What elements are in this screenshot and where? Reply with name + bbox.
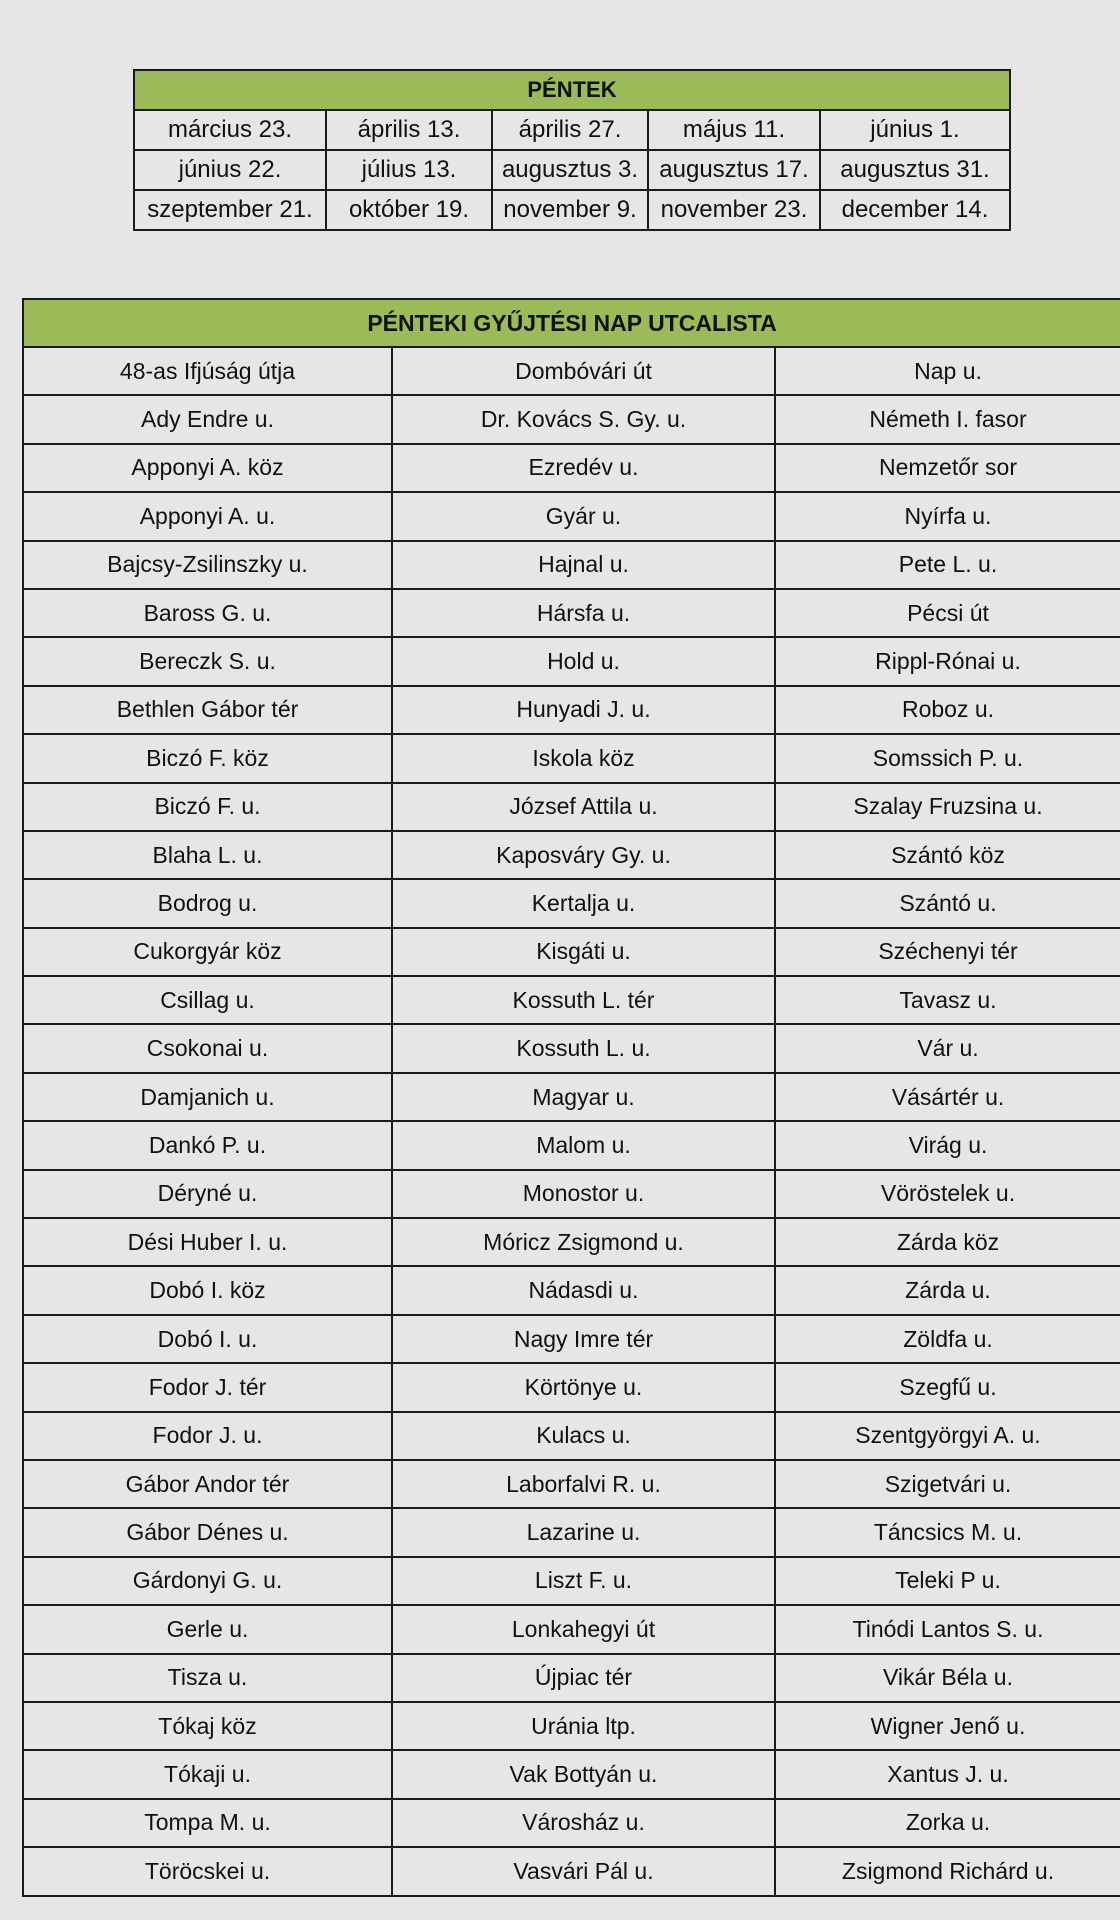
street-row [23, 395, 1120, 443]
street-row [23, 1412, 1120, 1460]
street-cell: Apponyi A. köz [23, 444, 392, 492]
street-row [23, 928, 1120, 976]
street-row [23, 686, 1120, 734]
street-cell: Hajnal u. [392, 541, 775, 589]
date-cell: július 13. [326, 150, 492, 190]
street-list-table [22, 298, 1120, 1897]
street-cell: Bereczk S. u. [23, 637, 392, 685]
street-cell: Tompa M. u. [23, 1799, 392, 1847]
date-cell: június 1. [820, 110, 1010, 150]
street-cell: Szalay Fruzsina u. [775, 783, 1120, 831]
street-cell: Magyar u. [392, 1073, 775, 1121]
date-cell: május 11. [648, 110, 820, 150]
street-row [23, 879, 1120, 927]
street-row [23, 444, 1120, 492]
street-cell: Nyírfa u. [775, 492, 1120, 540]
street-row [23, 1266, 1120, 1314]
street-row [23, 1218, 1120, 1266]
street-cell: Szántó u. [775, 879, 1120, 927]
date-cell: március 23. [134, 110, 326, 150]
street-cell: Biczó F. köz [23, 734, 392, 782]
street-row [23, 1799, 1120, 1847]
street-row [23, 1073, 1120, 1121]
street-row [23, 1654, 1120, 1702]
street-cell: Gárdonyi G. u. [23, 1557, 392, 1605]
date-cell: november 9. [492, 190, 648, 230]
collection-dates-table [133, 69, 1011, 231]
street-row [23, 1702, 1120, 1750]
street-row [23, 1750, 1120, 1798]
street-row [23, 1363, 1120, 1411]
street-cell: Tókaj köz [23, 1702, 392, 1750]
street-cell: Vasvári Pál u. [392, 1847, 775, 1895]
date-cell: november 23. [648, 190, 820, 230]
street-cell: Wigner Jenő u. [775, 1702, 1120, 1750]
street-cell: Somssich P. u. [775, 734, 1120, 782]
street-row [23, 783, 1120, 831]
street-cell: Kossuth L. u. [392, 1024, 775, 1072]
street-cell: Szentgyörgyi A. u. [775, 1412, 1120, 1460]
street-cell: Bethlen Gábor tér [23, 686, 392, 734]
street-row [23, 1315, 1120, 1363]
street-cell: Pete L. u. [775, 541, 1120, 589]
street-cell: Szegfű u. [775, 1363, 1120, 1411]
street-row [23, 1605, 1120, 1653]
street-cell: Németh I. fasor [775, 395, 1120, 443]
street-cell: Gyár u. [392, 492, 775, 540]
street-cell: Töröcskei u. [23, 1847, 392, 1895]
street-cell: Xantus J. u. [775, 1750, 1120, 1798]
date-cell: április 13. [326, 110, 492, 150]
street-cell: Csokonai u. [23, 1024, 392, 1072]
street-cell: Roboz u. [775, 686, 1120, 734]
street-row [23, 1024, 1120, 1072]
street-row [23, 831, 1120, 879]
dates-row [134, 110, 1010, 150]
street-row [23, 541, 1120, 589]
street-cell: Teleki P u. [775, 1557, 1120, 1605]
dates-row [134, 190, 1010, 230]
street-cell: Táncsics M. u. [775, 1508, 1120, 1556]
street-cell: Malom u. [392, 1121, 775, 1169]
street-cell: Hársfa u. [392, 589, 775, 637]
street-cell: Tisza u. [23, 1654, 392, 1702]
street-cell: Tavasz u. [775, 976, 1120, 1024]
street-cell: Nádasdi u. [392, 1266, 775, 1314]
street-cell: Móricz Zsigmond u. [392, 1218, 775, 1266]
street-list-title: PÉNTEKI GYŰJTÉSI NAP UTCALISTA [23, 299, 1120, 347]
street-cell: Bodrog u. [23, 879, 392, 927]
street-cell: Hold u. [392, 637, 775, 685]
street-row [23, 1121, 1120, 1169]
street-cell: Széchenyi tér [775, 928, 1120, 976]
street-cell: Zárda köz [775, 1218, 1120, 1266]
street-cell: Kaposváry Gy. u. [392, 831, 775, 879]
street-cell: Zöldfa u. [775, 1315, 1120, 1363]
street-row [23, 637, 1120, 685]
street-cell: Lazarine u. [392, 1508, 775, 1556]
dates-row [134, 150, 1010, 190]
street-cell: Csillag u. [23, 976, 392, 1024]
date-cell: április 27. [492, 110, 648, 150]
street-cell: Apponyi A. u. [23, 492, 392, 540]
street-cell: Vöröstelek u. [775, 1170, 1120, 1218]
street-row [23, 734, 1120, 782]
street-cell: Dési Huber I. u. [23, 1218, 392, 1266]
street-row [23, 492, 1120, 540]
date-cell: augusztus 31. [820, 150, 1010, 190]
street-cell: Virág u. [775, 1121, 1120, 1169]
street-cell: Zsigmond Richárd u. [775, 1847, 1120, 1895]
street-row [23, 1460, 1120, 1508]
street-cell: Gerle u. [23, 1605, 392, 1653]
street-cell: Hunyadi J. u. [392, 686, 775, 734]
street-cell: Gábor Dénes u. [23, 1508, 392, 1556]
street-cell: Gábor Andor tér [23, 1460, 392, 1508]
street-cell: Dankó P. u. [23, 1121, 392, 1169]
street-row [23, 1508, 1120, 1556]
dates-table-title: PÉNTEK [134, 70, 1010, 110]
street-cell: Ady Endre u. [23, 395, 392, 443]
date-cell: december 14. [820, 190, 1010, 230]
street-row [23, 976, 1120, 1024]
street-cell: Dobó I. köz [23, 1266, 392, 1314]
street-cell: Újpiac tér [392, 1654, 775, 1702]
street-cell: József Attila u. [392, 783, 775, 831]
street-cell: Tinódi Lantos S. u. [775, 1605, 1120, 1653]
street-cell: Baross G. u. [23, 589, 392, 637]
street-cell: Ezredév u. [392, 444, 775, 492]
street-cell: Kisgáti u. [392, 928, 775, 976]
street-cell: Nagy Imre tér [392, 1315, 775, 1363]
street-cell: Biczó F. u. [23, 783, 392, 831]
street-cell: Laborfalvi R. u. [392, 1460, 775, 1508]
street-cell: Vikár Béla u. [775, 1654, 1120, 1702]
dates-table-body [134, 110, 1010, 230]
date-cell: június 22. [134, 150, 326, 190]
street-cell: Dr. Kovács S. Gy. u. [392, 395, 775, 443]
street-cell: Cukorgyár köz [23, 928, 392, 976]
date-cell: szeptember 21. [134, 190, 326, 230]
street-cell: Vak Bottyán u. [392, 1750, 775, 1798]
street-cell: Monostor u. [392, 1170, 775, 1218]
street-cell: Pécsi út [775, 589, 1120, 637]
street-row [23, 347, 1120, 395]
street-cell: Iskola köz [392, 734, 775, 782]
street-cell: Fodor J. u. [23, 1412, 392, 1460]
street-cell: Szántó köz [775, 831, 1120, 879]
street-cell: 48-as Ifjúság útja [23, 347, 392, 395]
street-cell: Uránia ltp. [392, 1702, 775, 1750]
street-cell: Szigetvári u. [775, 1460, 1120, 1508]
street-cell: Rippl-Rónai u. [775, 637, 1120, 685]
street-cell: Déryné u. [23, 1170, 392, 1218]
street-row [23, 1847, 1120, 1895]
date-cell: október 19. [326, 190, 492, 230]
street-cell: Nemzetőr sor [775, 444, 1120, 492]
street-cell: Dombóvári út [392, 347, 775, 395]
street-row [23, 589, 1120, 637]
date-cell: augusztus 17. [648, 150, 820, 190]
street-cell: Blaha L. u. [23, 831, 392, 879]
street-cell: Fodor J. tér [23, 1363, 392, 1411]
street-cell: Kossuth L. tér [392, 976, 775, 1024]
street-cell: Tókaji u. [23, 1750, 392, 1798]
street-row [23, 1557, 1120, 1605]
date-cell: augusztus 3. [492, 150, 648, 190]
street-cell: Városház u. [392, 1799, 775, 1847]
street-cell: Kulacs u. [392, 1412, 775, 1460]
street-cell: Liszt F. u. [392, 1557, 775, 1605]
street-cell: Zárda u. [775, 1266, 1120, 1314]
street-row [23, 1170, 1120, 1218]
street-cell: Lonkahegyi út [392, 1605, 775, 1653]
street-cell: Vár u. [775, 1024, 1120, 1072]
street-cell: Bajcsy-Zsilinszky u. [23, 541, 392, 589]
street-cell: Damjanich u. [23, 1073, 392, 1121]
street-list-body [23, 347, 1120, 1896]
street-cell: Zorka u. [775, 1799, 1120, 1847]
street-cell: Körtönye u. [392, 1363, 775, 1411]
street-cell: Kertalja u. [392, 879, 775, 927]
street-cell: Nap u. [775, 347, 1120, 395]
street-cell: Vásártér u. [775, 1073, 1120, 1121]
street-cell: Dobó I. u. [23, 1315, 392, 1363]
